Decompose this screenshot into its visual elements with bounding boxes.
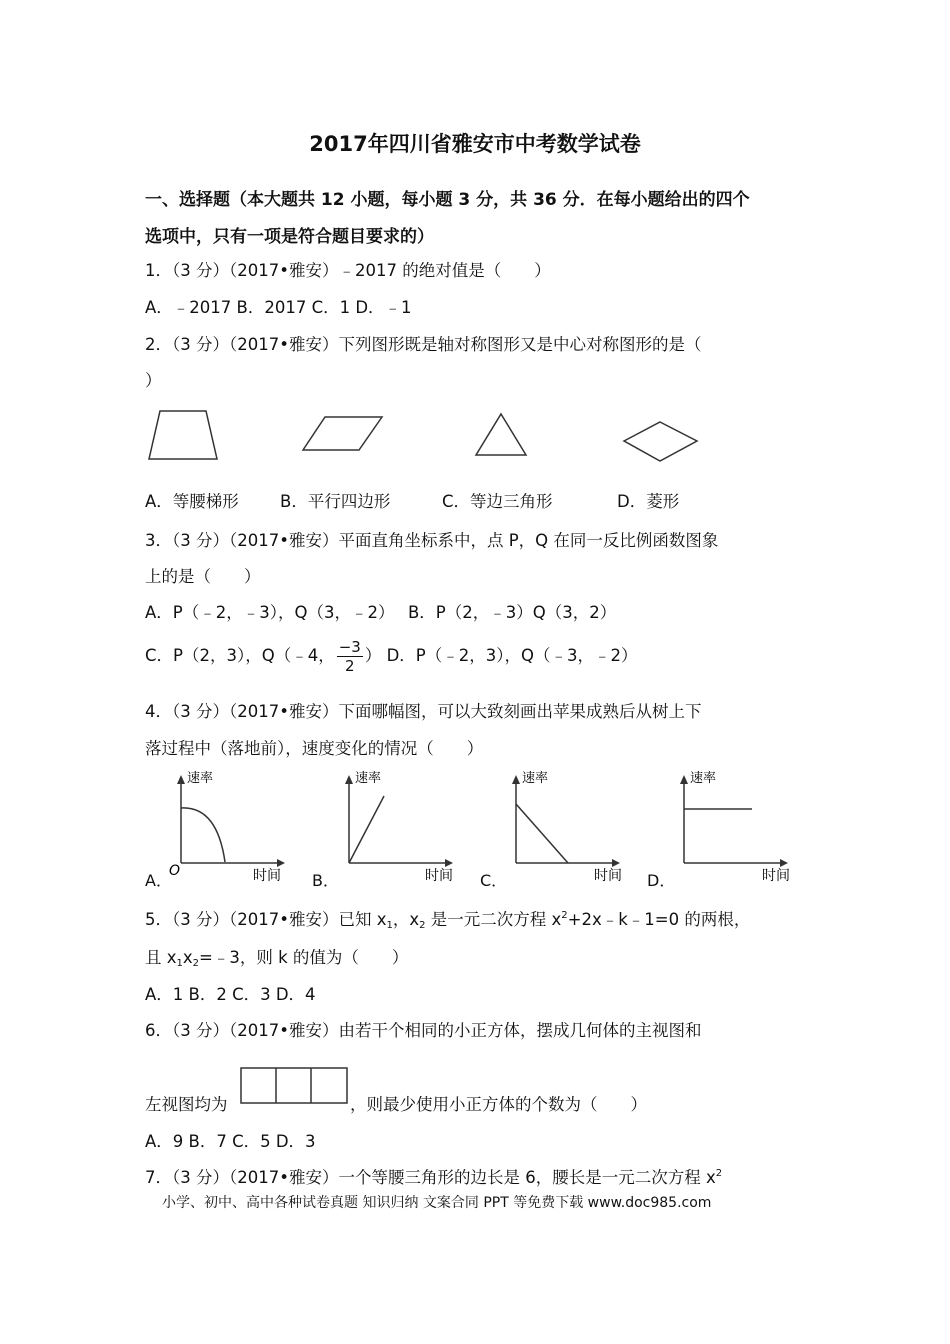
- q7-sup: 2: [715, 1168, 723, 1179]
- q4-graph-c: [500, 762, 640, 887]
- q2-option-d: D．菱形: [617, 492, 680, 511]
- q5-text-g: =﹣3，则 k 的值为（ ）: [199, 948, 409, 967]
- q3-options-cd: [145, 638, 637, 675]
- q6-view-figure: [240, 1067, 350, 1107]
- q5-text-e: 且 x: [145, 948, 177, 967]
- q3-option-d-text: ） D．P（﹣2，3），Q（﹣3，﹣2）: [364, 646, 638, 665]
- q4-graph-d: [668, 762, 808, 887]
- q2-stem-line1: 2．（3 分）（2017•雅安）下列图形既是轴对称图形又是中心对称图形的是（: [145, 335, 702, 354]
- q7-stem-line1: [145, 1164, 722, 1188]
- q3-fraction: [337, 638, 363, 675]
- q6-options: A．9 B．7 C．5 D．3: [145, 1132, 316, 1151]
- q4-graph-b: [333, 762, 473, 887]
- q5-sub-1: 1: [386, 920, 393, 931]
- equilateral-triangle-shape: [476, 414, 526, 455]
- q1-options: A．﹣2017 B．2017 C．1 D．﹣1: [145, 298, 412, 317]
- q7-text: 7．（3 分）（2017•雅安）一个等腰三角形的边长是 6，腰长是一元二次方程 x: [145, 1168, 716, 1187]
- q4-option-b: B．: [312, 871, 339, 890]
- q1-stem: 1．（3 分）（2017•雅安）﹣2017 的绝对值是（ ）: [145, 261, 551, 280]
- q2-option-c: C．等边三角形: [442, 492, 553, 511]
- q4c-y-label: 速率: [522, 771, 549, 786]
- q6-stem-line1: 6．（3 分）（2017•雅安）由若干个相同的小正方体，摆成几何体的主视图和: [145, 1021, 702, 1040]
- q2-option-b: B．平行四边形: [280, 492, 391, 511]
- q5-stem-line2: [145, 944, 408, 969]
- q4a-x-label: 时间: [253, 868, 281, 884]
- q5-sub-2b: 2: [192, 958, 200, 969]
- q5-sub-2: 2: [419, 920, 426, 931]
- q3-fraction-numerator: −3: [338, 638, 361, 656]
- q5-stem-line1: [145, 906, 750, 931]
- footer-note: 小学、初中、高中各种试卷真题 知识归纳 文案合同 PPT 等免费下载 www.doc985.com: [162, 1195, 712, 1211]
- q6-stem-line2-pre: 左视图均为: [145, 1095, 228, 1114]
- q4d-y-label: 速率: [690, 771, 717, 786]
- q5-text-a: 5．（3 分）（2017•雅安）已知 x: [145, 910, 387, 929]
- q4-graph-a: [165, 762, 305, 887]
- q5-sub-1b: 1: [176, 958, 183, 969]
- page-title: 2017年四川省雅安市中考数学试卷: [309, 132, 641, 156]
- q3-option-c-text: C．P（2，3），Q（﹣4，: [145, 646, 335, 665]
- q5-text-d: +2x﹣k﹣1=0 的两根，: [567, 910, 751, 929]
- q5-text-b: ，x: [392, 910, 420, 929]
- q2-shapes: [140, 405, 720, 475]
- q2-stem-line2: ）: [145, 371, 162, 390]
- q3-options-ab: A．P（﹣2，﹣3），Q（3，﹣2） B．P（2，﹣3）Q（3，2）: [145, 603, 617, 622]
- rhombus-shape: [624, 422, 697, 461]
- q3-fraction-denominator: 2: [344, 657, 355, 675]
- q4b-x-label: 时间: [425, 868, 453, 884]
- parallelogram-shape: [303, 417, 382, 450]
- q4a-y-label: 速率: [187, 771, 214, 786]
- section-heading-line1: 一、选择题（本大题共 12 小题，每小题 3 分，共 36 分．在每小题给出的四个: [145, 190, 750, 210]
- q4-stem-line1: 4．（3 分）（2017•雅安）下面哪幅图，可以大致刻画出苹果成熟后从树上下: [145, 702, 702, 721]
- q5-text-c: 是一元二次方程 x: [425, 910, 562, 929]
- q5-text-f: x: [182, 948, 193, 967]
- q3-stem-line2: 上的是（ ）: [145, 567, 261, 586]
- q4-option-d: D．: [647, 871, 676, 890]
- isosceles-trapezoid-shape: [149, 411, 217, 459]
- q3-stem-line1: 3．（3 分）（2017•雅安）平面直角坐标系中，点 P，Q 在同一反比例函数图象: [145, 531, 719, 550]
- q4-option-c: C．: [480, 871, 508, 890]
- q4-option-a: A．: [145, 871, 172, 890]
- q2-option-a: A．等腰梯形: [145, 492, 239, 511]
- q6-stem-line2-post: ，则最少使用小正方体的个数为（ ）: [350, 1095, 647, 1114]
- q5-options: A．1 B．2 C．3 D．4: [145, 985, 316, 1004]
- q4b-y-label: 速率: [355, 771, 382, 786]
- q4c-x-label: 时间: [594, 868, 622, 884]
- q5-sup-2: 2: [561, 910, 568, 921]
- section-heading-line2: 选项中，只有一项是符合题目要求的）: [145, 227, 434, 247]
- q4-stem-line2: 落过程中（落地前），速度变化的情况（ ）: [145, 739, 484, 758]
- q4a-origin: O: [169, 863, 181, 879]
- q4d-x-label: 时间: [762, 868, 790, 884]
